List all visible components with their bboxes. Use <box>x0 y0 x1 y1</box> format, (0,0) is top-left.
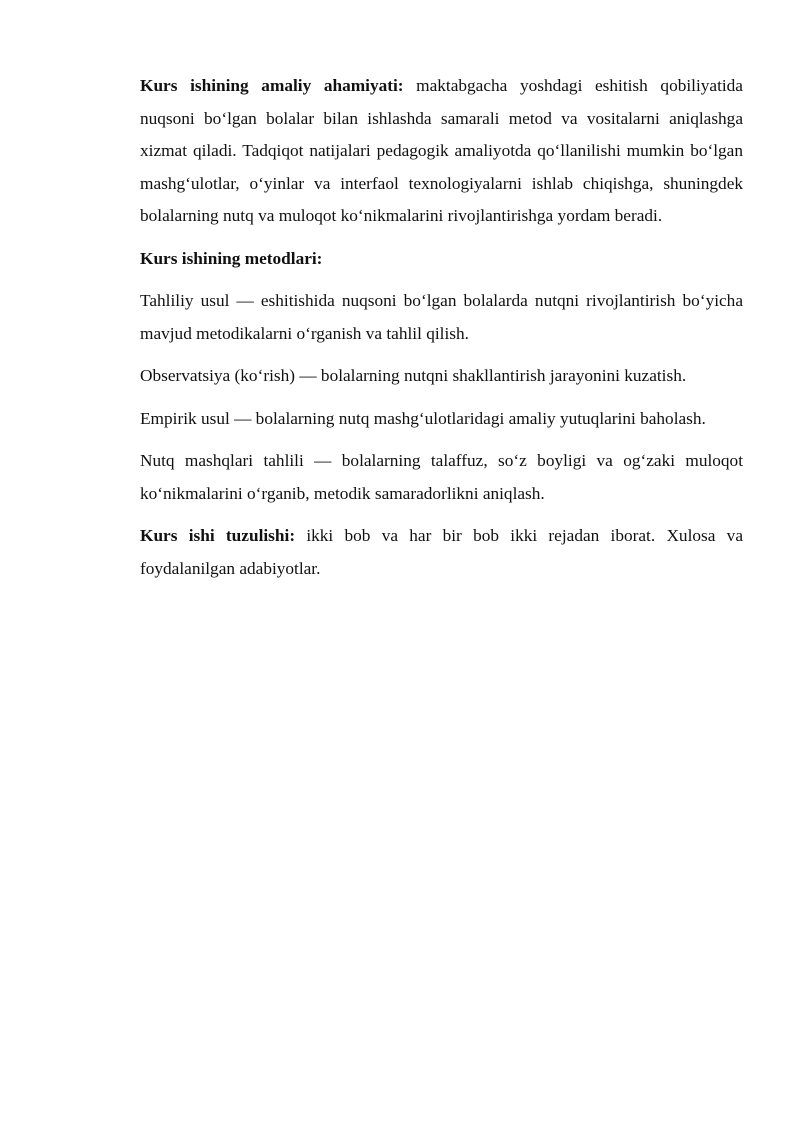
document-page <box>140 70 743 595</box>
method-speech-exercise-analysis: Nutq mashqlari tahlili — bolalarning talaffuz, so‘z boyligi va og‘zaki muloqot ko‘nikmalarini o‘rganib, metodik samaradorlikni aniqlash. <box>140 451 743 503</box>
structure-paragraph <box>140 520 743 585</box>
practical-significance-text: maktabgacha yoshdagi eshitish qobiliyatida nuqsoni bo‘lgan bolalar bilan ishlashda samarali metod va vositalarni aniqlashga xizmat qiladi. Tadqiqot natijalari pedagogik amaliyotda qo‘llanilishi mumkin bo‘lgan mashg‘ulotlar, o‘yinlar va interfaol texnologiyalarni ishlab chiqishga, shuningdek bolalarning nutq va muloqot ko‘nikmalarini rivojlantirishga yordam beradi. <box>140 76 743 225</box>
practical-significance-label: Kurs ishining amaliy ahamiyati: <box>140 76 404 95</box>
practical-significance-paragraph <box>140 70 743 233</box>
structure-label: Kurs ishi tuzulishi: <box>140 526 296 545</box>
method-analytical: Tahliliy usul — eshitishida nuqsoni bo‘lgan bolalarda nutqni rivojlantirish bo‘yicha mavjud metodikalarni o‘rganish va tahlil qilish. <box>140 291 743 343</box>
methods-heading: Kurs ishining metodlari: <box>140 248 323 268</box>
method-empirical: Empirik usul — bolalarning nutq mashg‘ulotlaridagi amaliy yutuqlarini baholash. <box>140 408 706 428</box>
structure-text: ikki bob va har bir bob ikki rejadan iborat. Xulosa va foydalanilgan adabiyotlar. <box>140 526 743 578</box>
method-observation: Observatsiya (ko‘rish) — bolalarning nutqni shakllantirish jarayonini kuzatish. <box>140 366 687 385</box>
